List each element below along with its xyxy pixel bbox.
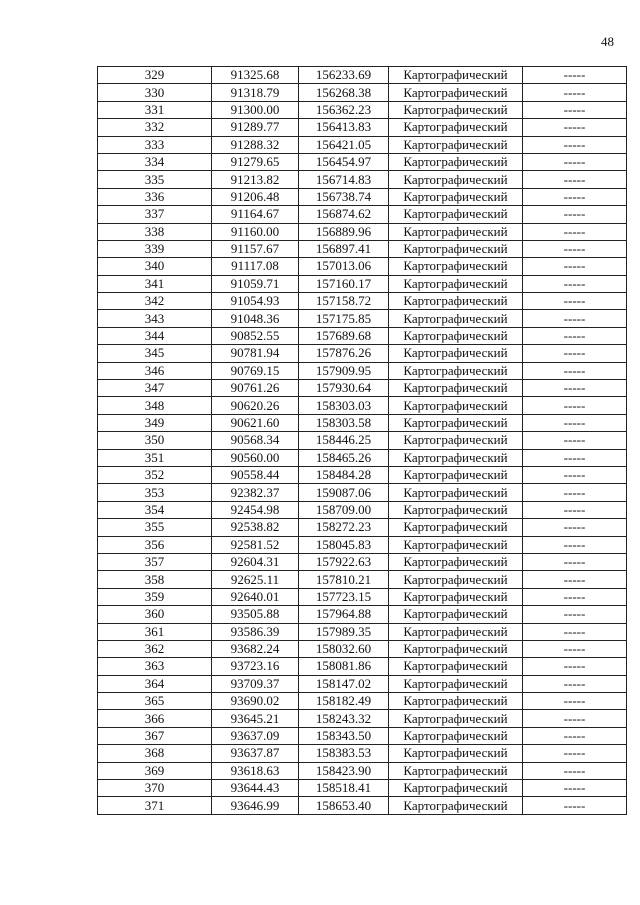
table-row [98,275,627,292]
x-coordinate-cell: 91160.00 [212,223,299,240]
method-cell: Картографический [389,449,523,466]
note-cell: ----- [523,397,627,414]
y-coordinate-cell: 157964.88 [299,606,389,623]
table-row [98,206,627,223]
method-cell: Картографический [389,623,523,640]
y-coordinate-cell: 157810.21 [299,571,389,588]
point-number-cell: 359 [98,588,212,605]
method-cell: Картографический [389,501,523,518]
method-cell: Картографический [389,345,523,362]
point-number-cell: 351 [98,449,212,466]
note-cell: ----- [523,797,627,814]
table-row [98,780,627,797]
y-coordinate-cell: 156714.83 [299,171,389,188]
note-cell: ----- [523,745,627,762]
method-cell: Картографический [389,119,523,136]
method-cell: Картографический [389,223,523,240]
method-cell: Картографический [389,84,523,101]
note-cell: ----- [523,153,627,170]
y-coordinate-cell: 156454.97 [299,153,389,170]
point-number-cell: 358 [98,571,212,588]
method-cell: Картографический [389,693,523,710]
table-row [98,362,627,379]
table-row [98,693,627,710]
y-coordinate-cell: 158343.50 [299,727,389,744]
y-coordinate-cell: 158272.23 [299,519,389,536]
point-number-cell: 357 [98,553,212,570]
point-number-cell: 366 [98,710,212,727]
note-cell: ----- [523,188,627,205]
y-coordinate-cell: 156268.38 [299,84,389,101]
point-number-cell: 362 [98,640,212,657]
y-coordinate-cell: 156233.69 [299,67,389,84]
y-coordinate-cell: 158709.00 [299,501,389,518]
x-coordinate-cell: 91300.00 [212,101,299,118]
y-coordinate-cell: 157689.68 [299,327,389,344]
point-number-cell: 335 [98,171,212,188]
point-number-cell: 354 [98,501,212,518]
x-coordinate-cell: 90852.55 [212,327,299,344]
y-coordinate-cell: 156897.41 [299,240,389,257]
y-coordinate-cell: 156421.05 [299,136,389,153]
point-number-cell: 337 [98,206,212,223]
x-coordinate-cell: 91213.82 [212,171,299,188]
y-coordinate-cell: 158032.60 [299,640,389,657]
table-row [98,762,627,779]
note-cell: ----- [523,693,627,710]
x-coordinate-cell: 91048.36 [212,310,299,327]
x-coordinate-cell: 91054.93 [212,293,299,310]
table-row [98,119,627,136]
y-coordinate-cell: 157175.85 [299,310,389,327]
point-number-cell: 370 [98,780,212,797]
x-coordinate-cell: 90781.94 [212,345,299,362]
note-cell: ----- [523,84,627,101]
method-cell: Картографический [389,258,523,275]
table-row [98,588,627,605]
point-number-cell: 346 [98,362,212,379]
y-coordinate-cell: 159087.06 [299,484,389,501]
method-cell: Картографический [389,380,523,397]
note-cell: ----- [523,675,627,692]
table-row [98,188,627,205]
table-row [98,745,627,762]
point-number-cell: 355 [98,519,212,536]
table-row [98,640,627,657]
table-body [98,67,627,815]
method-cell: Картографический [389,745,523,762]
table-row [98,223,627,240]
note-cell: ----- [523,136,627,153]
point-number-cell: 365 [98,693,212,710]
note-cell: ----- [523,432,627,449]
x-coordinate-cell: 91289.77 [212,119,299,136]
method-cell: Картографический [389,675,523,692]
y-coordinate-cell: 157922.63 [299,553,389,570]
x-coordinate-cell: 93709.37 [212,675,299,692]
x-coordinate-cell: 92640.01 [212,588,299,605]
method-cell: Картографический [389,293,523,310]
point-number-cell: 348 [98,397,212,414]
note-cell: ----- [523,727,627,744]
table-row [98,136,627,153]
table-row [98,571,627,588]
point-number-cell: 344 [98,327,212,344]
method-cell: Картографический [389,432,523,449]
method-cell: Картографический [389,727,523,744]
note-cell: ----- [523,206,627,223]
point-number-cell: 349 [98,414,212,431]
note-cell: ----- [523,762,627,779]
table-row [98,675,627,692]
table-row [98,797,627,814]
y-coordinate-cell: 158045.83 [299,536,389,553]
table-row [98,345,627,362]
x-coordinate-cell: 93644.43 [212,780,299,797]
method-cell: Картографический [389,101,523,118]
method-cell: Картографический [389,310,523,327]
point-number-cell: 371 [98,797,212,814]
y-coordinate-cell: 158243.32 [299,710,389,727]
y-coordinate-cell: 157876.26 [299,345,389,362]
x-coordinate-cell: 90558.44 [212,466,299,483]
table-row [98,623,627,640]
table-row [98,501,627,518]
table-row [98,153,627,170]
x-coordinate-cell: 91279.65 [212,153,299,170]
y-coordinate-cell: 158383.53 [299,745,389,762]
y-coordinate-cell: 156889.96 [299,223,389,240]
method-cell: Картографический [389,553,523,570]
note-cell: ----- [523,258,627,275]
method-cell: Картографический [389,206,523,223]
method-cell: Картографический [389,762,523,779]
note-cell: ----- [523,780,627,797]
note-cell: ----- [523,623,627,640]
table-row [98,171,627,188]
x-coordinate-cell: 92454.98 [212,501,299,518]
coordinates-table [97,66,627,815]
method-cell: Картографический [389,67,523,84]
table-row [98,397,627,414]
x-coordinate-cell: 92581.52 [212,536,299,553]
y-coordinate-cell: 157160.17 [299,275,389,292]
y-coordinate-cell: 157013.06 [299,258,389,275]
y-coordinate-cell: 158423.90 [299,762,389,779]
note-cell: ----- [523,606,627,623]
point-number-cell: 356 [98,536,212,553]
method-cell: Картографический [389,466,523,483]
point-number-cell: 367 [98,727,212,744]
point-number-cell: 347 [98,380,212,397]
y-coordinate-cell: 156413.83 [299,119,389,136]
point-number-cell: 343 [98,310,212,327]
method-cell: Картографический [389,414,523,431]
x-coordinate-cell: 91059.71 [212,275,299,292]
point-number-cell: 352 [98,466,212,483]
point-number-cell: 334 [98,153,212,170]
method-cell: Картографический [389,171,523,188]
x-coordinate-cell: 91117.08 [212,258,299,275]
table-row [98,484,627,501]
note-cell: ----- [523,484,627,501]
y-coordinate-cell: 157158.72 [299,293,389,310]
method-cell: Картографический [389,275,523,292]
point-number-cell: 364 [98,675,212,692]
method-cell: Картографический [389,136,523,153]
method-cell: Картографический [389,571,523,588]
point-number-cell: 338 [98,223,212,240]
table-row [98,658,627,675]
point-number-cell: 360 [98,606,212,623]
note-cell: ----- [523,710,627,727]
point-number-cell: 369 [98,762,212,779]
point-number-cell: 341 [98,275,212,292]
x-coordinate-cell: 91164.67 [212,206,299,223]
y-coordinate-cell: 157989.35 [299,623,389,640]
x-coordinate-cell: 92382.37 [212,484,299,501]
table-row [98,310,627,327]
table-row [98,432,627,449]
note-cell: ----- [523,293,627,310]
y-coordinate-cell: 157909.95 [299,362,389,379]
point-number-cell: 332 [98,119,212,136]
point-number-cell: 329 [98,67,212,84]
y-coordinate-cell: 158446.25 [299,432,389,449]
x-coordinate-cell: 93690.02 [212,693,299,710]
method-cell: Картографический [389,710,523,727]
method-cell: Картографический [389,640,523,657]
point-number-cell: 353 [98,484,212,501]
note-cell: ----- [523,449,627,466]
point-number-cell: 342 [98,293,212,310]
method-cell: Картографический [389,240,523,257]
x-coordinate-cell: 93637.87 [212,745,299,762]
note-cell: ----- [523,536,627,553]
note-cell: ----- [523,588,627,605]
note-cell: ----- [523,362,627,379]
x-coordinate-cell: 93586.39 [212,623,299,640]
table-row [98,710,627,727]
x-coordinate-cell: 91325.68 [212,67,299,84]
method-cell: Картографический [389,519,523,536]
table-row [98,414,627,431]
point-number-cell: 331 [98,101,212,118]
note-cell: ----- [523,310,627,327]
page-number: 48 [601,34,614,49]
x-coordinate-cell: 93645.21 [212,710,299,727]
note-cell: ----- [523,519,627,536]
method-cell: Картографический [389,362,523,379]
note-cell: ----- [523,345,627,362]
y-coordinate-cell: 157723.15 [299,588,389,605]
x-coordinate-cell: 91318.79 [212,84,299,101]
note-cell: ----- [523,658,627,675]
table-row [98,67,627,84]
method-cell: Картографический [389,780,523,797]
x-coordinate-cell: 91288.32 [212,136,299,153]
y-coordinate-cell: 158303.03 [299,397,389,414]
note-cell: ----- [523,640,627,657]
table-row [98,240,627,257]
table-row [98,258,627,275]
x-coordinate-cell: 93505.88 [212,606,299,623]
x-coordinate-cell: 90761.26 [212,380,299,397]
note-cell: ----- [523,275,627,292]
y-coordinate-cell: 158465.26 [299,449,389,466]
x-coordinate-cell: 92625.11 [212,571,299,588]
note-cell: ----- [523,501,627,518]
method-cell: Картографический [389,327,523,344]
x-coordinate-cell: 93723.16 [212,658,299,675]
y-coordinate-cell: 158147.02 [299,675,389,692]
table-row [98,519,627,536]
point-number-cell: 361 [98,623,212,640]
note-cell: ----- [523,327,627,344]
note-cell: ----- [523,67,627,84]
y-coordinate-cell: 158081.86 [299,658,389,675]
table-row [98,553,627,570]
point-number-cell: 368 [98,745,212,762]
point-number-cell: 339 [98,240,212,257]
method-cell: Картографический [389,153,523,170]
x-coordinate-cell: 93682.24 [212,640,299,657]
y-coordinate-cell: 158484.28 [299,466,389,483]
note-cell: ----- [523,171,627,188]
x-coordinate-cell: 92538.82 [212,519,299,536]
y-coordinate-cell: 158182.49 [299,693,389,710]
table-row [98,606,627,623]
x-coordinate-cell: 92604.31 [212,553,299,570]
table-row [98,380,627,397]
point-number-cell: 333 [98,136,212,153]
method-cell: Картографический [389,484,523,501]
table-row [98,293,627,310]
table-row [98,536,627,553]
point-number-cell: 330 [98,84,212,101]
x-coordinate-cell: 91206.48 [212,188,299,205]
y-coordinate-cell: 158653.40 [299,797,389,814]
table-row [98,727,627,744]
note-cell: ----- [523,101,627,118]
method-cell: Картографический [389,397,523,414]
x-coordinate-cell: 91157.67 [212,240,299,257]
y-coordinate-cell: 156362.23 [299,101,389,118]
method-cell: Картографический [389,588,523,605]
table-row [98,327,627,344]
note-cell: ----- [523,553,627,570]
method-cell: Картографический [389,536,523,553]
x-coordinate-cell: 90560.00 [212,449,299,466]
note-cell: ----- [523,119,627,136]
point-number-cell: 363 [98,658,212,675]
x-coordinate-cell: 90620.26 [212,397,299,414]
note-cell: ----- [523,240,627,257]
note-cell: ----- [523,414,627,431]
method-cell: Картографический [389,797,523,814]
note-cell: ----- [523,571,627,588]
note-cell: ----- [523,223,627,240]
table-row [98,101,627,118]
point-number-cell: 350 [98,432,212,449]
y-coordinate-cell: 158303.58 [299,414,389,431]
x-coordinate-cell: 90621.60 [212,414,299,431]
table-row [98,449,627,466]
method-cell: Картографический [389,606,523,623]
x-coordinate-cell: 93646.99 [212,797,299,814]
note-cell: ----- [523,466,627,483]
x-coordinate-cell: 90568.34 [212,432,299,449]
y-coordinate-cell: 158518.41 [299,780,389,797]
y-coordinate-cell: 157930.64 [299,380,389,397]
method-cell: Картографический [389,188,523,205]
method-cell: Картографический [389,658,523,675]
x-coordinate-cell: 90769.15 [212,362,299,379]
note-cell: ----- [523,380,627,397]
y-coordinate-cell: 156738.74 [299,188,389,205]
y-coordinate-cell: 156874.62 [299,206,389,223]
point-number-cell: 336 [98,188,212,205]
x-coordinate-cell: 93618.63 [212,762,299,779]
table-row [98,466,627,483]
point-number-cell: 340 [98,258,212,275]
table-row [98,84,627,101]
point-number-cell: 345 [98,345,212,362]
x-coordinate-cell: 93637.09 [212,727,299,744]
